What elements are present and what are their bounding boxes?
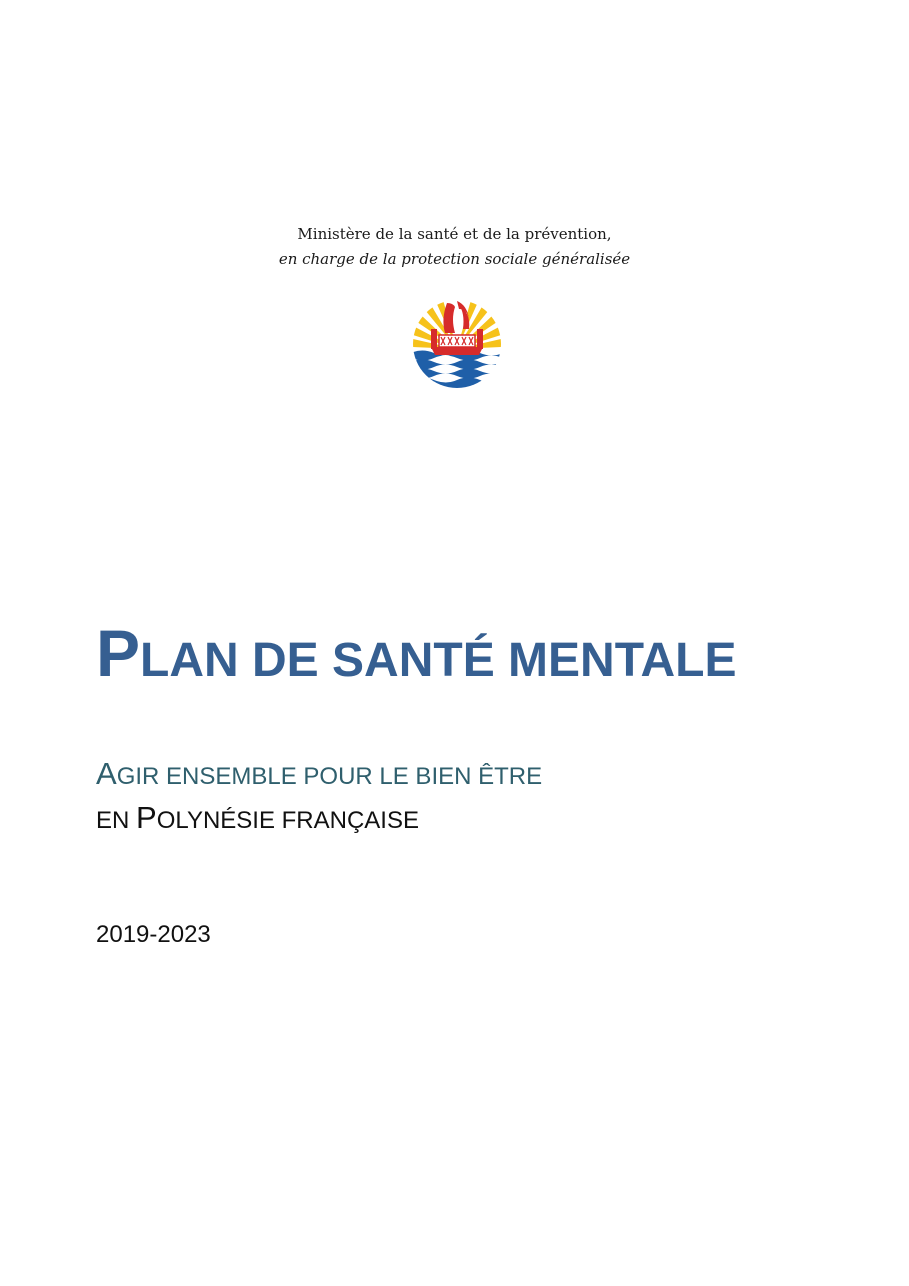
subtitle-prefix: EN xyxy=(96,807,137,834)
subtitle-cap-letter: P xyxy=(136,800,157,835)
ministry-header xyxy=(0,222,909,272)
subtitle-region: OLYNÉSIE FRANÇAISE xyxy=(156,807,419,834)
subtitle-line-1 xyxy=(96,752,542,799)
french-polynesia-coat-of-arms-icon xyxy=(411,299,503,389)
document-title xyxy=(96,618,736,696)
subtitle-line-2 xyxy=(96,796,419,843)
subtitle-initial: A xyxy=(96,756,117,791)
ministry-name: Ministère de la santé et de la prévention, xyxy=(297,225,612,243)
ministry-remit: en charge de la protection sociale généralisée xyxy=(278,250,631,268)
title-initial: P xyxy=(96,616,141,690)
plan-period: 2019-2023 xyxy=(96,921,211,948)
subtitle-text: GIR ENSEMBLE POUR LE BIEN ÊTRE xyxy=(116,763,543,790)
title-text: LAN DE SANTÉ MENTALE xyxy=(140,634,737,687)
